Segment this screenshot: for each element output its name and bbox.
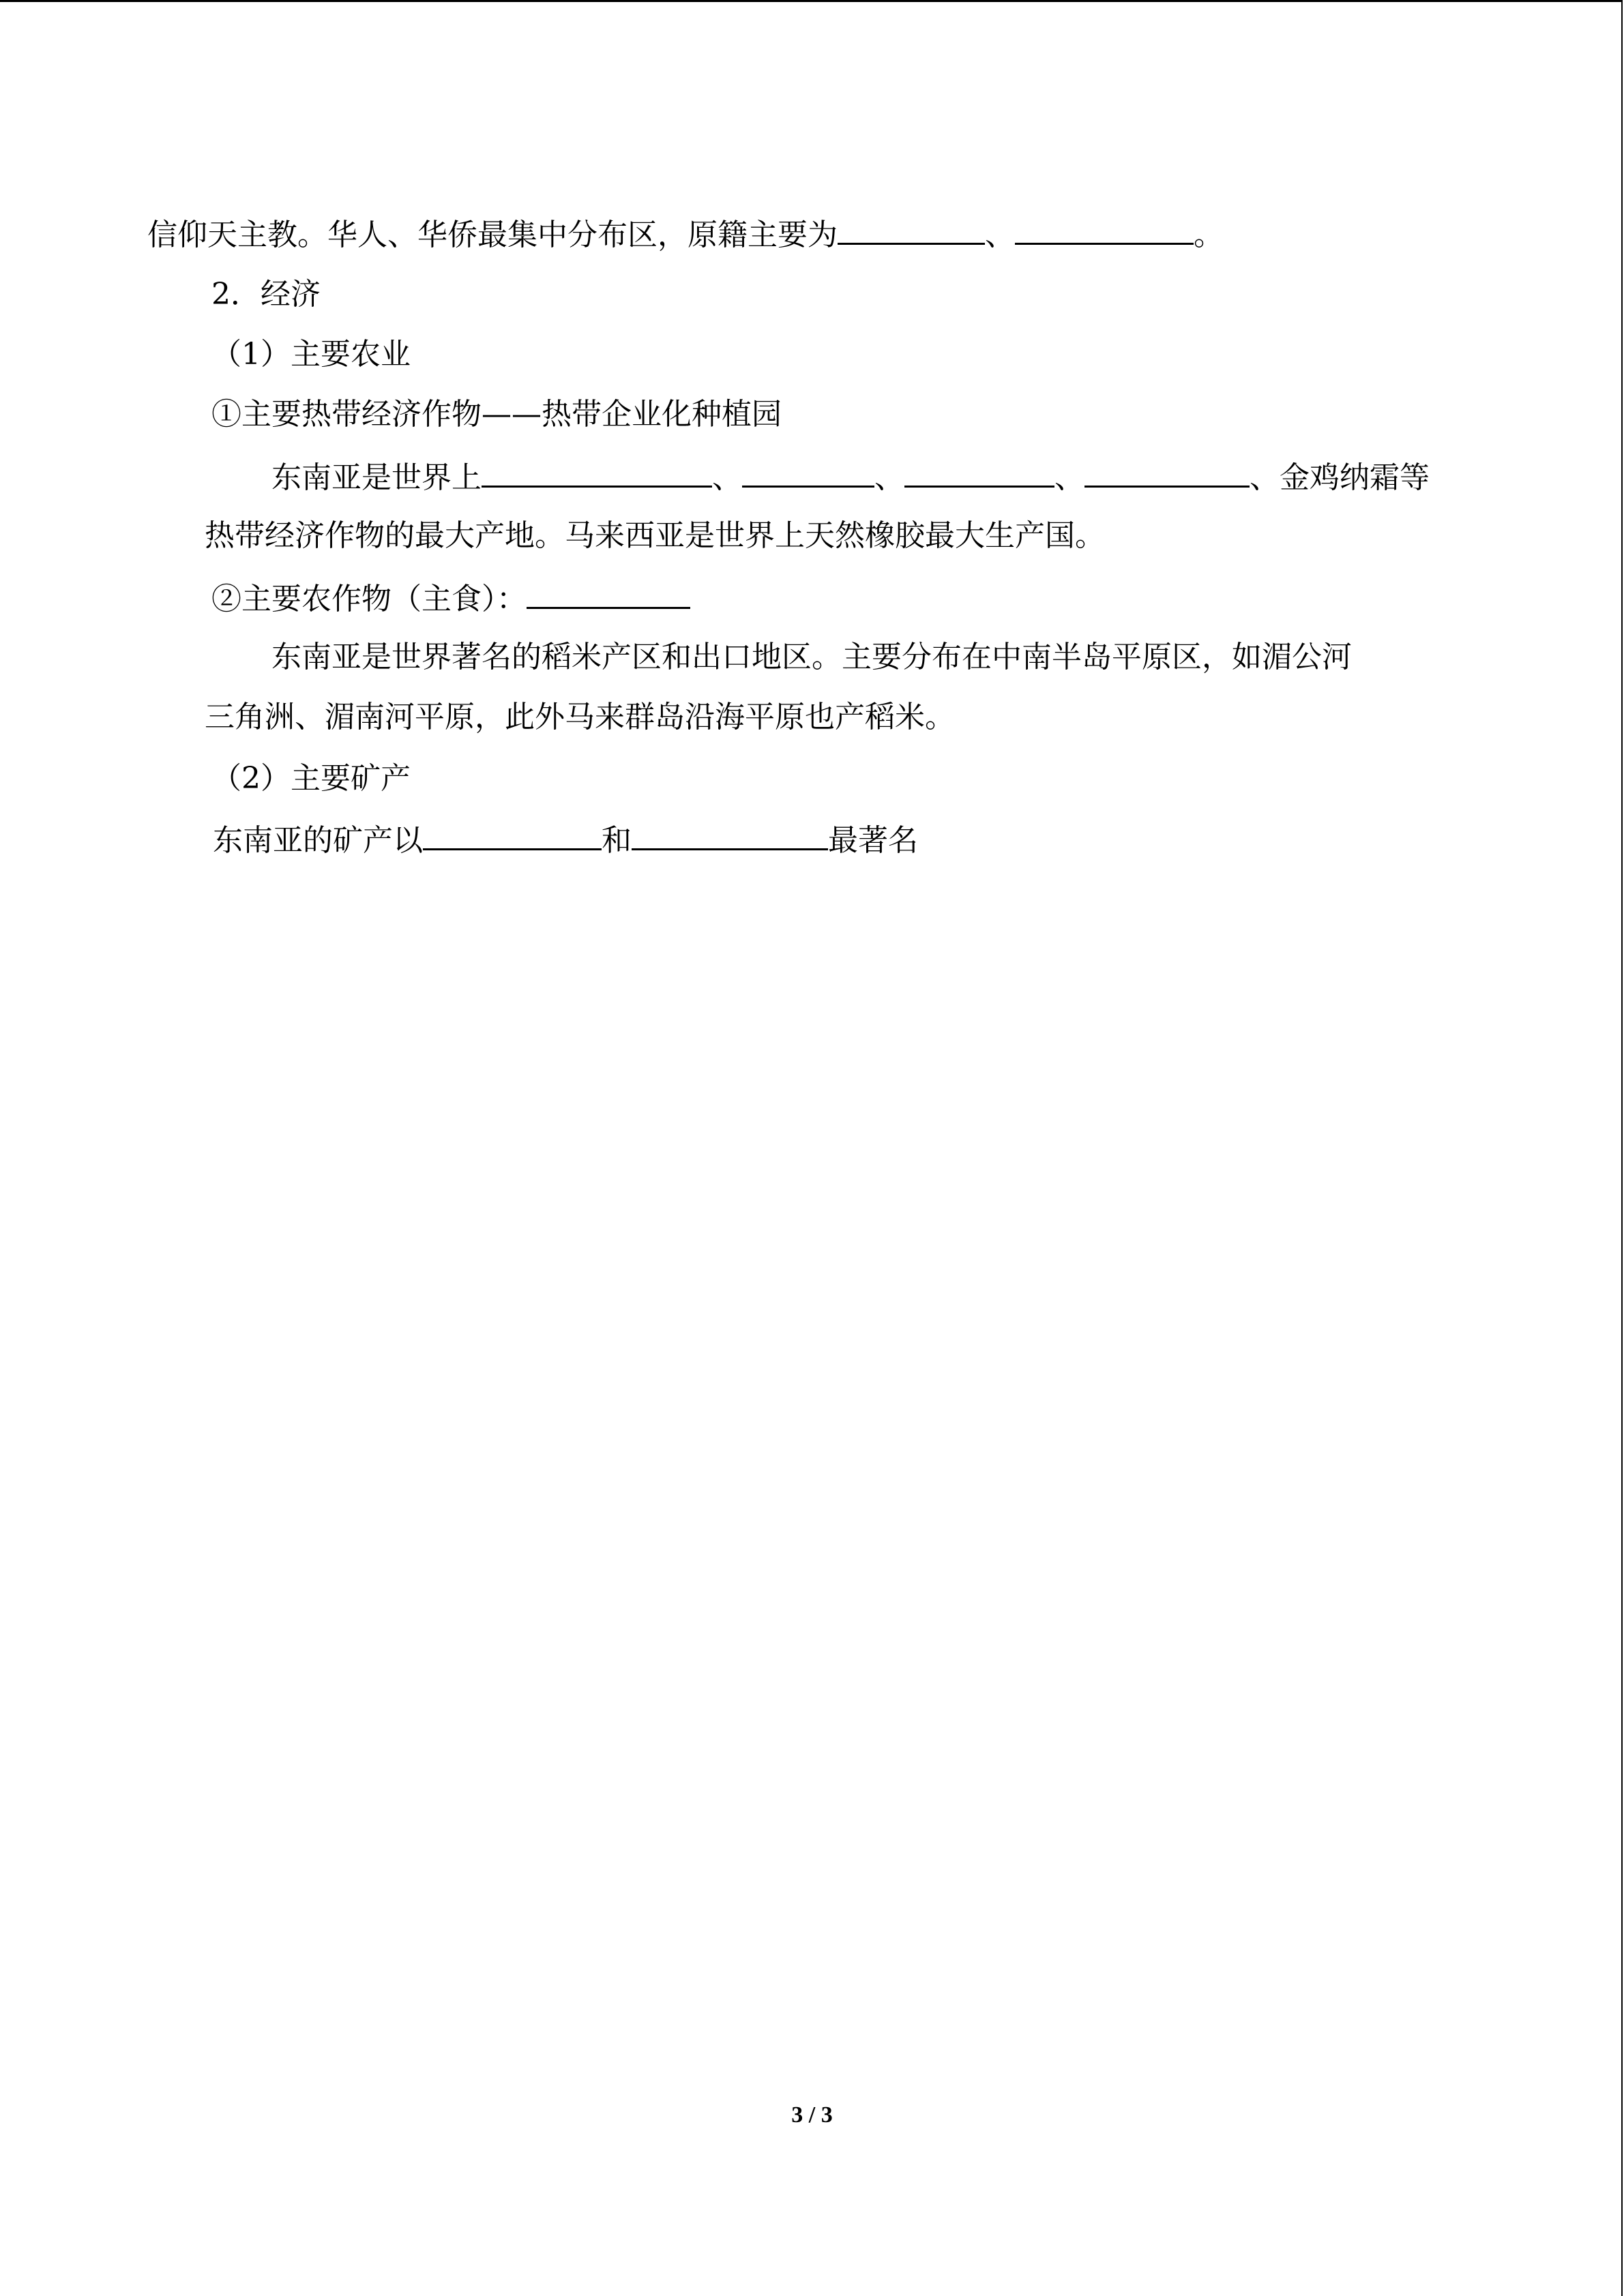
subsection-heading-agriculture bbox=[211, 334, 411, 375]
fill-blank[interactable] bbox=[904, 456, 1054, 488]
item-heading-cash-crops bbox=[211, 394, 782, 435]
heading-text: （2）主要矿产 bbox=[211, 761, 411, 796]
subsection-heading-minerals bbox=[211, 758, 411, 799]
heading-text: ①主要热带经济作物——热带企业化种植园 bbox=[211, 397, 782, 432]
heading-text: ②主要农作物（主食）： bbox=[211, 582, 527, 616]
text: 信仰天主教。华人、华侨最集中分布区，原籍主要为 bbox=[147, 218, 838, 252]
text: 、金鸡纳霜等 bbox=[1250, 460, 1430, 495]
text: 三角洲、湄南河平原，此外马来群岛沿海平原也产稻米。 bbox=[205, 700, 955, 734]
fill-blank[interactable] bbox=[632, 818, 828, 850]
section-heading-economy bbox=[211, 274, 321, 315]
item-heading-staple-food bbox=[211, 577, 690, 618]
paragraph-cash-crops-cont bbox=[205, 516, 1105, 556]
fill-blank[interactable] bbox=[1084, 456, 1250, 488]
fill-blank[interactable] bbox=[742, 456, 874, 488]
paragraph-cash-crops bbox=[271, 456, 1430, 496]
fill-blank[interactable] bbox=[482, 456, 712, 488]
text: 最著名 bbox=[828, 823, 918, 858]
separator: 、 bbox=[712, 460, 742, 495]
text: 和 bbox=[602, 823, 632, 858]
heading-text: （1）主要农业 bbox=[211, 337, 411, 372]
page-number: 3 / 3 bbox=[791, 2102, 833, 2128]
separator: 、 bbox=[985, 218, 1015, 252]
separator: 、 bbox=[1054, 460, 1084, 495]
fill-blank[interactable] bbox=[838, 213, 985, 245]
paragraph-religion-origin bbox=[147, 213, 1224, 254]
paragraph-rice bbox=[271, 637, 1352, 678]
fill-blank[interactable] bbox=[1015, 213, 1194, 245]
separator: 、 bbox=[874, 460, 904, 495]
text: 东南亚是世界上 bbox=[271, 460, 482, 495]
paragraph-rice-cont bbox=[205, 697, 955, 738]
fill-blank[interactable] bbox=[423, 818, 602, 850]
text: 东南亚是世界著名的稻米产区和出口地区。主要分布在中南半岛平原区，如湄公河 bbox=[271, 640, 1352, 674]
paragraph-minerals bbox=[213, 818, 918, 859]
text: 东南亚的矿产以 bbox=[213, 823, 423, 858]
punctuation: 。 bbox=[1194, 218, 1224, 252]
heading-text: 2．经济 bbox=[211, 277, 321, 312]
text: 热带经济作物的最大产地。马来西亚是世界上天然橡胶最大生产国。 bbox=[205, 518, 1105, 553]
fill-blank[interactable] bbox=[527, 577, 690, 609]
